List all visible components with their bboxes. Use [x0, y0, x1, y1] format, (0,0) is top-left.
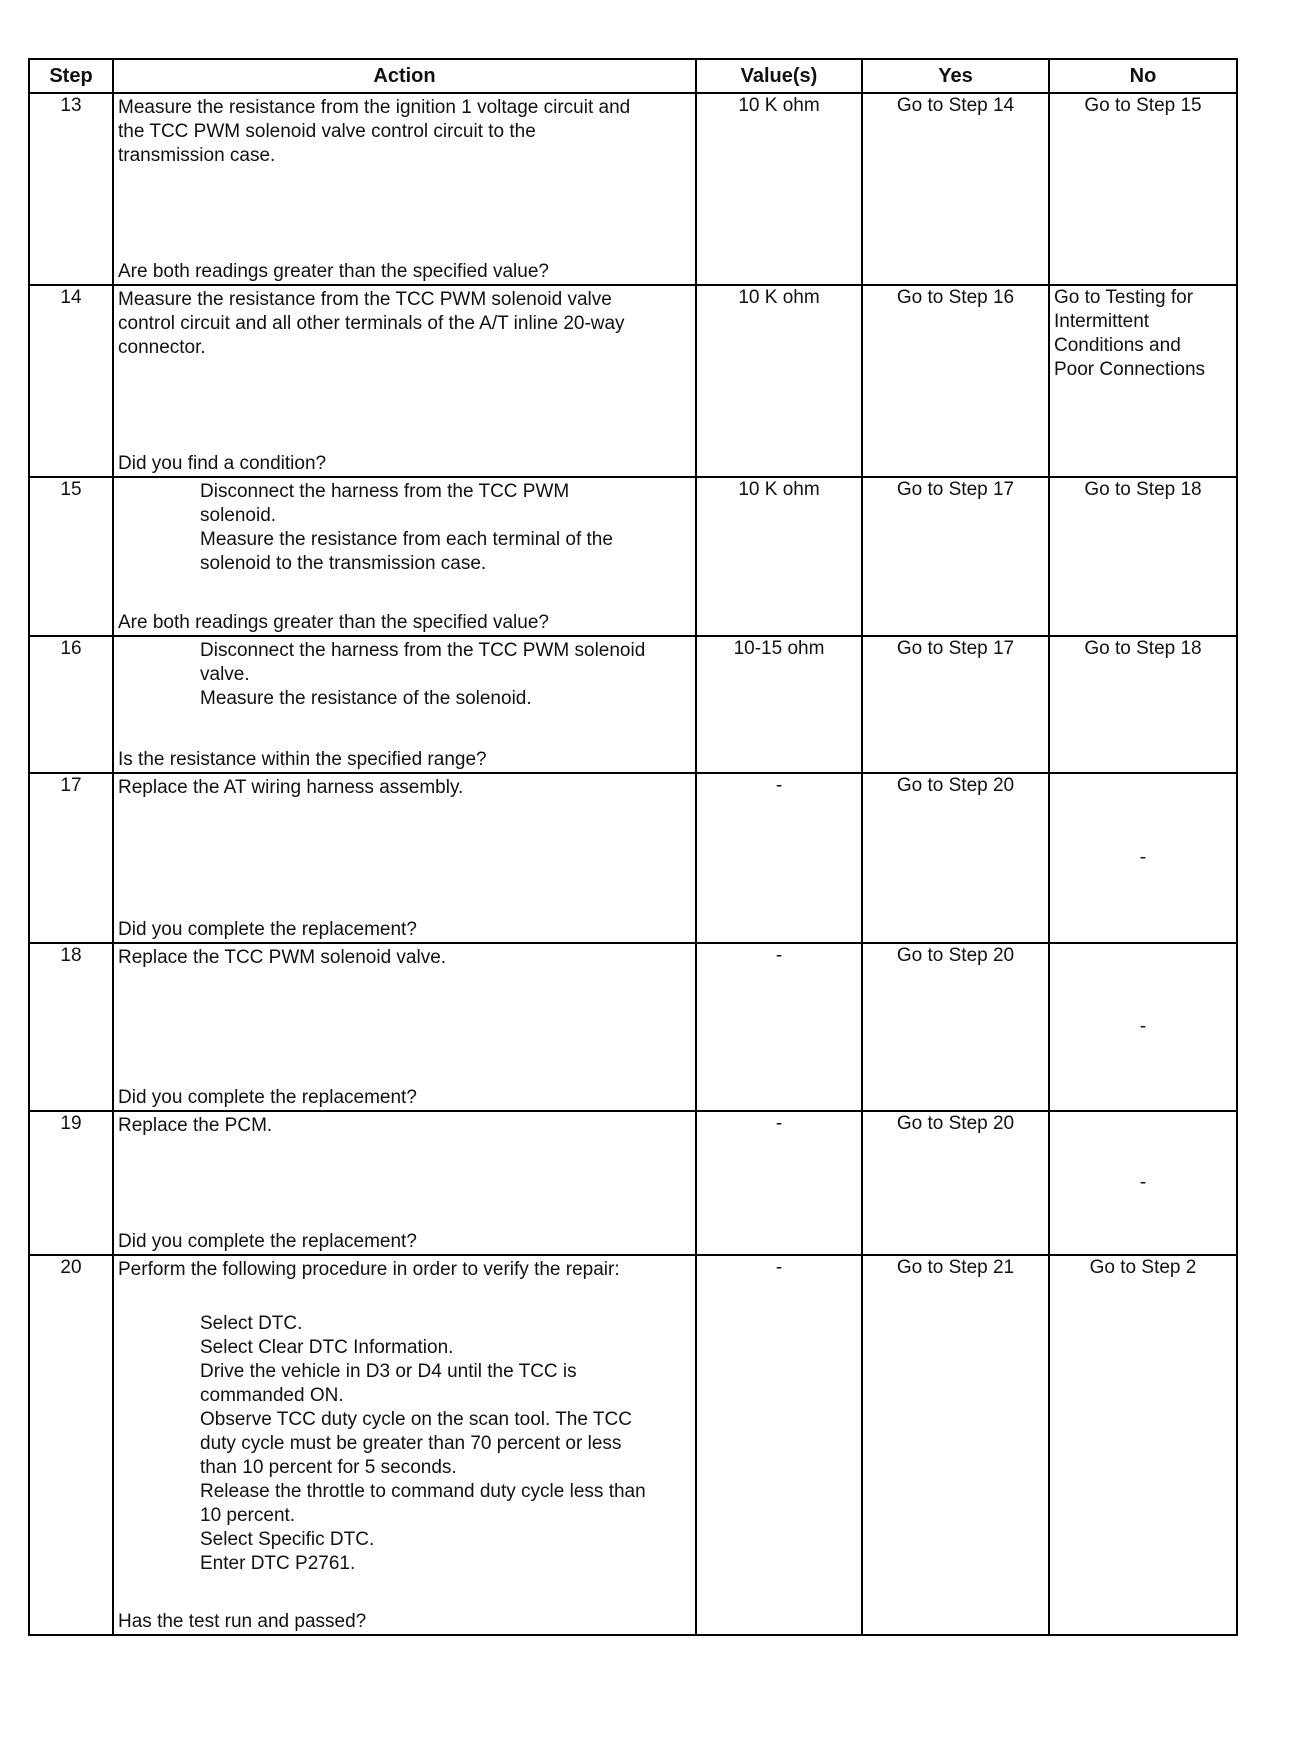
no-link: Intermittent: [1054, 311, 1150, 332]
no-cell: [1049, 93, 1237, 285]
action-text: Measure the resistance from the TCC PWM solenoid valve: [118, 289, 612, 310]
action-text: Disconnect the harness from the TCC PWM solenoid: [200, 640, 646, 661]
step-number: 17: [29, 773, 113, 943]
step-number: 18: [29, 943, 113, 1111]
action-intro: Perform the following procedure in order to verify the repair:: [118, 1259, 620, 1280]
action-text: solenoid.: [200, 505, 277, 526]
action-cell: [113, 1111, 696, 1255]
action-question: Are both readings greater than the specified value?: [118, 612, 549, 633]
table-row: [29, 1255, 1237, 1635]
header-action: Action: [113, 59, 696, 93]
action-text: Replace the TCC PWM solenoid valve.: [118, 947, 447, 968]
action-text: Drive the vehicle in D3 or D4 until the TCC is: [200, 1361, 577, 1382]
action-text: the TCC PWM solenoid valve control circuit to the: [118, 121, 536, 142]
yes-link: Go to Step 17: [896, 479, 1015, 500]
no-link: Go to Step 18: [1084, 479, 1202, 500]
step-number: 16: [29, 636, 113, 773]
value-cell: 10 K ohm: [696, 285, 862, 477]
action-question: Are both readings greater than the specified value?: [118, 261, 549, 282]
action-text: Replace the AT wiring harness assembly.: [118, 777, 464, 798]
header-no: No: [1049, 59, 1237, 93]
action-text: valve.: [200, 664, 250, 685]
action-question: Did you find a condition?: [118, 453, 327, 474]
no-link: Go to Testing for: [1054, 287, 1194, 308]
header-yes: Yes: [862, 59, 1049, 93]
table-row: [29, 477, 1237, 636]
action-text: Release the throttle to command duty cycle less than: [200, 1481, 646, 1502]
no-cell: [1049, 477, 1237, 636]
yes-cell: [862, 773, 1049, 943]
value-cell: -: [696, 1111, 862, 1255]
yes-link: Go to Step 20: [896, 1113, 1015, 1134]
no-cell: [1049, 636, 1237, 773]
step-number: 20: [29, 1255, 113, 1635]
action-question: Did you complete the replacement?: [118, 1087, 417, 1108]
yes-cell: [862, 943, 1049, 1111]
action-cell: [113, 285, 696, 477]
no-link: Conditions and: [1054, 335, 1181, 356]
diagnostic-table: [28, 58, 1238, 1636]
step-number: 15: [29, 477, 113, 636]
yes-cell: [862, 1111, 1049, 1255]
action-text: solenoid to the transmission case.: [200, 553, 487, 574]
value-cell: -: [696, 1255, 862, 1635]
no-link: Go to Step 15: [1084, 95, 1202, 116]
action-text: 10 percent.: [200, 1505, 296, 1526]
action-question: Is the resistance within the specified range?: [118, 749, 487, 770]
action-cell: [113, 477, 696, 636]
yes-link: Go to Step 21: [896, 1257, 1015, 1278]
action-text: Disconnect the harness from the TCC PWM: [200, 481, 570, 502]
action-text: duty cycle must be greater than 70 percent or less: [200, 1433, 622, 1454]
table-row: [29, 285, 1237, 477]
yes-link: Go to Step 16: [896, 287, 1015, 308]
action-cell: [113, 1255, 696, 1635]
action-text: commanded ON.: [200, 1385, 344, 1406]
header-row: [29, 59, 1237, 93]
action-text: Replace the PCM.: [118, 1115, 273, 1136]
value-cell: -: [696, 943, 862, 1111]
yes-link: Go to Step 20: [896, 945, 1015, 966]
step-number: 13: [29, 93, 113, 285]
action-text: transmission case.: [118, 145, 276, 166]
action-text: Measure the resistance from each terminal of the: [200, 529, 613, 550]
value-cell: -: [696, 773, 862, 943]
action-question: Did you complete the replacement?: [118, 919, 417, 940]
action-cell: [113, 943, 696, 1111]
no-link: Go to Step 2: [1089, 1257, 1197, 1278]
yes-link: Go to Step 17: [896, 638, 1015, 659]
action-text: Select Specific DTC.: [200, 1529, 375, 1550]
action-text: Select Clear DTC Information.: [200, 1337, 454, 1358]
no-link: Go to Step 18: [1084, 638, 1202, 659]
value-cell: 10 K ohm: [696, 477, 862, 636]
header-step: Step: [29, 59, 113, 93]
table-row: [29, 773, 1237, 943]
yes-cell: [862, 636, 1049, 773]
action-cell: [113, 93, 696, 285]
value-cell: 10-15 ohm: [696, 636, 862, 773]
yes-cell: [862, 285, 1049, 477]
no-cell: [1049, 285, 1237, 477]
action-question: Has the test run and passed?: [118, 1611, 367, 1632]
no-cell: -: [1049, 773, 1237, 943]
yes-cell: [862, 477, 1049, 636]
no-cell: -: [1049, 1111, 1237, 1255]
yes-link: Go to Step 20: [896, 775, 1015, 796]
action-question: Did you complete the replacement?: [118, 1231, 417, 1252]
table-row: [29, 943, 1237, 1111]
action-text: Enter DTC P2761.: [200, 1553, 356, 1574]
value-cell: 10 K ohm: [696, 93, 862, 285]
yes-cell: [862, 93, 1049, 285]
action-text: Measure the resistance of the solenoid.: [200, 688, 532, 709]
step-number: 14: [29, 285, 113, 477]
no-link: Poor Connections: [1054, 359, 1206, 380]
table-row: [29, 93, 1237, 285]
no-cell: [1049, 1255, 1237, 1635]
no-cell: -: [1049, 943, 1237, 1111]
action-text: than 10 percent for 5 seconds.: [200, 1457, 457, 1478]
yes-link: Go to Step 14: [896, 95, 1015, 116]
yes-cell: [862, 1255, 1049, 1635]
action-text: Select DTC.: [200, 1313, 303, 1334]
action-text: connector.: [118, 337, 206, 358]
action-cell: [113, 773, 696, 943]
action-text: control circuit and all other terminals of the A/T inline 20-way: [118, 313, 625, 334]
step-number: 19: [29, 1111, 113, 1255]
action-text: Observe TCC duty cycle on the scan tool. The TCC: [200, 1409, 632, 1430]
header-values: Value(s): [696, 59, 862, 93]
table-row: [29, 1111, 1237, 1255]
table-row: [29, 636, 1237, 773]
action-text: Measure the resistance from the ignition 1 voltage circuit and: [118, 97, 631, 118]
action-cell: [113, 636, 696, 773]
